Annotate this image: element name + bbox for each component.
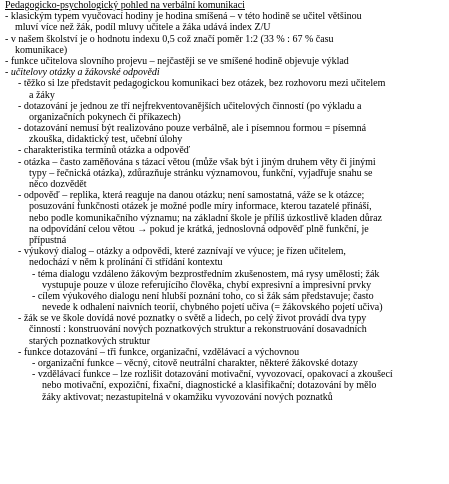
text-line: něco dozvědět: [29, 179, 87, 190]
section-heading: - učitelovy otázky a žákovské odpovědi: [5, 67, 160, 79]
text-line: mluví více než žák, podíl mluvy učitele a žáka udává index Z/U: [15, 22, 271, 34]
text-line: a žáky: [29, 89, 55, 101]
text-line: žáky aktivovat; nezastupitelná v okamžiku vyvozování nových poznatků: [42, 391, 333, 403]
text-line: komunikace): [15, 44, 68, 56]
text-line: činností : konstruování nových poznatkových struktur a rekonstruování dosavadních: [29, 324, 367, 336]
text-line: - vzdělávací funkce – lze rozlišit dotazování motivační, vyvozovací, opakovací a zkoušecí: [32, 369, 393, 381]
text-line: přípustná: [29, 234, 67, 246]
text-line: - žák se ve škole dovídá nové poznatky o světě a lidech, po celý život provádí dva typy: [18, 313, 367, 325]
text-line: nevede k odhalení naivních teorií, chybného pojetí učiva (= žákovského pojetí učiva): [42, 302, 383, 314]
text-line: - v našem školství je o hodnotu indexu 0,5 což značí poměr 1:2 (33 % : 67 % času: [5, 33, 334, 45]
text-line: - otázka – často zaměňována s tázací větou (může však být i jiným druhem věty či jinými: [18, 156, 376, 168]
text-line: - těžko si lze představit pedagogickou komunikaci bez otázek, bez rozhovoru mezi učitelem: [18, 78, 386, 90]
text-line: - výukový dialog – otázky a odpovědi, které zaznívají ve výuce; je řízen učitelem,: [18, 246, 346, 258]
text-line: nebo podle komunikačního významu; na základní škole je příliš úzkostlivě kladen důraz: [29, 212, 382, 224]
text-line: - téma dialogu vzdáleno žákovým bezprostředním zkušenostem, má rysy umělosti; žák: [32, 268, 380, 280]
text-line: - cílem výukového dialogu není hlubší poznání toho, co si žák sám představuje; často: [32, 290, 374, 302]
document-title: Pedagogicko-psychologický pohled na verbální komunikaci: [5, 0, 245, 11]
text-line: posuzování funkčnosti otázek je možné podle míry informace, kterou tazatelé přináší,: [29, 201, 372, 213]
text-line: zkouška, didaktický test, učební úlohy: [29, 134, 183, 146]
text-line: typy – řečnická otázka), zdůrazňuje stránku významovou, funkční, vyjadřuje snahu se: [29, 167, 373, 179]
text-line: - klasickým typem vyučovací hodiny je hodina smíšená – v této hodině se učitel většinou: [5, 11, 362, 23]
text-line: - dotazování je jednou ze tří nejfrekventovanějších učitelových činností (po výkladu a: [18, 100, 362, 112]
document-page: [5, 0, 447, 403]
text-line: nedochází v něm k prolínání či střídání kontextu: [29, 257, 223, 269]
text-line: na odpovídání celou větou → pokud je krátká, jednoslovná odpověď plně funkční, je: [29, 223, 369, 235]
text-line: - funkce dotazování – tři funkce, organizační, vzdělávací a výchovnou: [18, 346, 300, 358]
text-line: starých poznatkových struktur: [29, 335, 151, 347]
text-line: - funkce učitelova slovního projevu – nejčastěji se ve smíšené hodině objevuje výklad: [5, 55, 349, 67]
text-line: - odpověď – replika, která reaguje na danou otázku; není samostatná, váže se k otázce;: [18, 190, 365, 202]
text-line: - charakteristika termínů otázka a odpověď: [18, 145, 191, 157]
text-line: organizačních pokynech či příkazech): [29, 111, 181, 123]
text-line: nebo motivační, expoziční, fixační, diagnostické a klasifikační; dotazování by mělo: [42, 380, 377, 392]
text-line: - dotazování nemusí být realizováno pouze verbálně, ale i písemnou formou = písemná: [18, 123, 367, 135]
text-line: vystupuje pouze v úloze referujícího člověka, chybí expresivní a impresivní prvky: [42, 279, 372, 291]
text-line: - organizační funkce – věcný, citově neutrální charakter, některé žákovské dotazy: [32, 358, 358, 369]
